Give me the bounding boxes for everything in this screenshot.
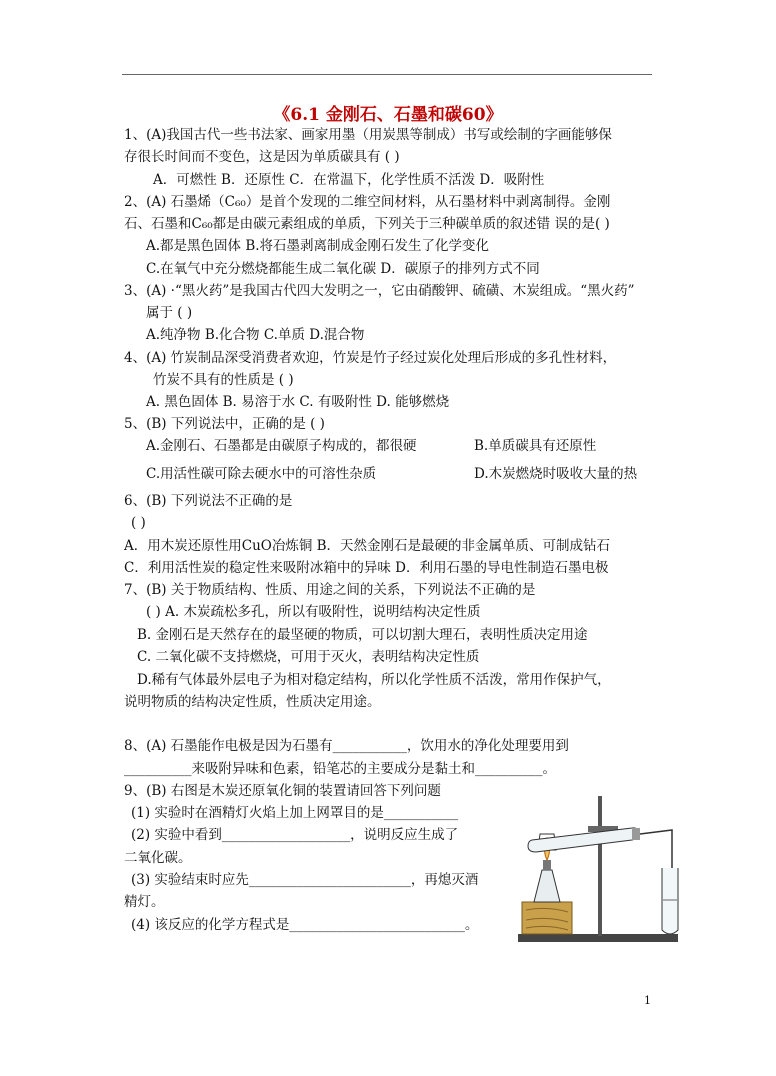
q6-options-cd: C．利用活性炭的稳定性来吸附冰箱中的异味 D．利用石墨的导电性制造石墨电极: [124, 560, 609, 576]
q7-stem: 7、(B) 关于物质结构、性质、用途之间的关系，下列说法不正确的是: [124, 582, 536, 598]
q5-option-b: B.单质碳具有还原性: [474, 438, 597, 454]
q8-stem-1: 8、(A) 石墨能作电极是因为石墨有___________，饮用水的净化处理要用到: [124, 738, 569, 754]
q5-option-c: C.用活性碳可除去硬水中的可溶性杂质: [146, 466, 377, 482]
q2-stem-2: 石、石墨和C₆₀都是由碳元素组成的单质，下列关于三种碳单质的叙述错 误的是( ): [124, 216, 610, 232]
q1-options: A．可燃性 B．还原性 C．在常温下，化学性质不活泼 D．吸附性: [153, 172, 545, 188]
q9-part-2-cont: 二氧化碳。: [124, 850, 192, 866]
q9-part-4: (4) 该反应的化学方程式是__________________________。: [131, 917, 479, 933]
charcoal-reduction-apparatus-figure: [512, 790, 692, 950]
q2-stem-1: 2、(A) 石墨烯（C₆₀）是首个发现的二维空间材料，从石墨材料中剥离制得。金刚: [124, 194, 611, 210]
q3-stem-2: 属于 ( ): [146, 305, 193, 321]
q6-options-ab: A．用木炭还原性用CuO冶炼铜 B．天然金刚石是最硬的非金属单质、可制成钻石: [124, 538, 611, 554]
q9-part-3-cont: 精灯。: [124, 894, 165, 910]
q3-options: A.纯净物 B.化合物 C.单质 D.混合物: [146, 327, 365, 343]
q7-option-d-2: 说明物质的结构决定性质，性质决定用途。: [124, 694, 381, 710]
q5-option-d: D.木炭燃烧时吸收大量的热: [474, 466, 638, 482]
q5-option-a: A.金刚石、石墨都是由碳原子构成的，都很硬: [146, 438, 417, 454]
header-rule: [122, 74, 652, 75]
q7-option-b: B. 金刚石是天然存在的最坚硬的物质，可以切割大理石，表明性质决定用途: [137, 627, 588, 643]
q9-part-1: (1) 实验时在酒精灯火焰上加上网罩目的是___________: [131, 805, 459, 821]
q9-stem: 9、(B) 右图是木炭还原氧化铜的装置请回答下列问题: [124, 783, 441, 799]
q8-stem-2: __________来吸附异味和色素，铅笔芯的主要成分是黏土和__________。: [124, 761, 556, 777]
q9-part-3: (3) 实验结束时应先________________________，再熄灭酒: [131, 872, 479, 888]
q9-part-2: (2) 实验中看到___________________，说明反应生成了: [131, 827, 459, 843]
q5-stem: 5、(B) 下列说法中，正确的是 ( ): [124, 416, 325, 432]
page-title: 《6.1 金刚石、石墨和碳60》: [273, 105, 503, 125]
q3-stem-1: 3、(A) ·“黑火药”是我国古代四大发明之一，它由硝酸钾、硫磺、木炭组成。“黑火药”: [124, 283, 635, 299]
q7-option-c: C. 二氧化碳不支持燃烧，可用于灭火，表明结构决定性质: [137, 649, 480, 665]
q2-options-ab: A.都是黑色固体 B.将石墨剥离制成金刚石发生了化学变化: [146, 238, 490, 254]
q6-stem: 6、(B) 下列说法不正确的是: [124, 493, 293, 509]
q4-stem-1: 4、(A) 竹炭制品深受消费者欢迎，竹炭是竹子经过炭化处理后形成的多孔性材料，: [124, 350, 617, 366]
q4-stem-2: 竹炭不具有的性质是 ( ): [153, 372, 294, 388]
q1-stem-1: 1、(A)我国古代一些书法家、画家用墨（用炭黑等制成）书写或绘制的字画能够保: [124, 127, 612, 143]
q6-answer-blank: ( ): [131, 515, 146, 531]
q7-option-d-1: D.稀有气体最外层电子为相对稳定结构，所以化学性质不活泼，常用作保护气，: [137, 672, 611, 688]
page-number: 1: [644, 994, 651, 1007]
q7-option-a: ( ) A. 木炭疏松多孔，所以有吸附性，说明结构决定性质: [146, 604, 481, 620]
q2-options-cd: C.在氧气中充分燃烧都能生成二氧化碳 D．碳原子的排列方式不同: [146, 261, 540, 277]
q1-stem-2: 存很长时间而不变色，这是因为单质碳具有 ( ): [124, 149, 400, 165]
q4-options: A. 黑色固体 B. 易溶于水 C. 有吸附性 D. 能够燃烧: [146, 394, 450, 410]
